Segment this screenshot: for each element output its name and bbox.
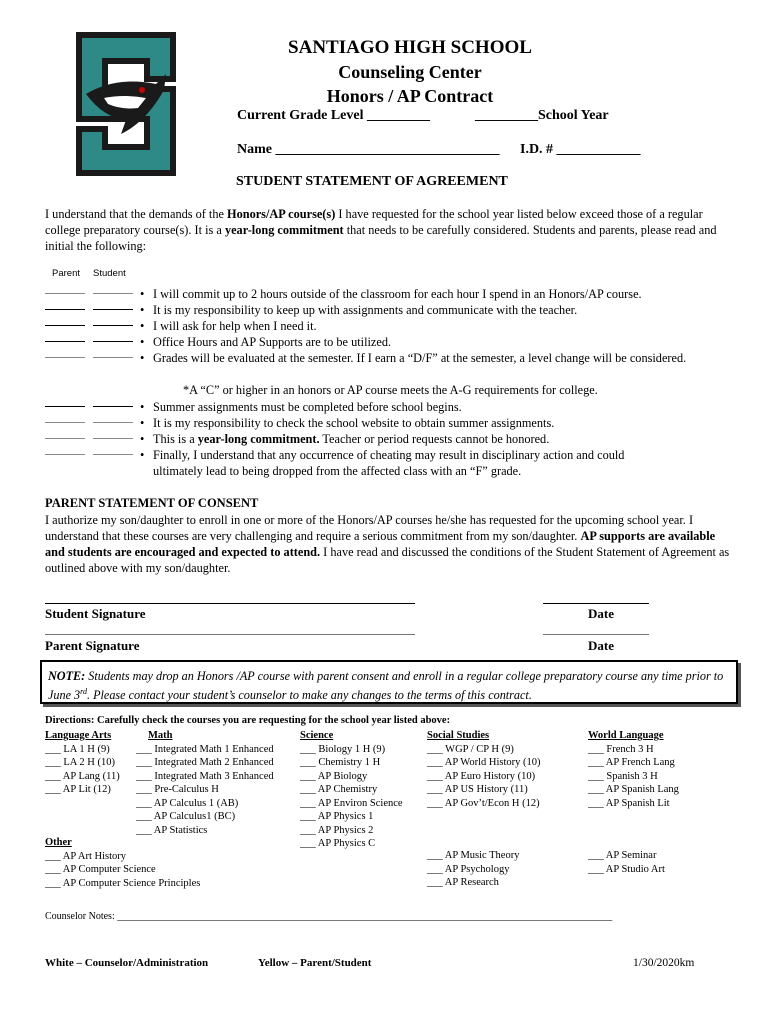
course-option[interactable]: ___ AP Physics 2 <box>300 824 374 836</box>
course-option[interactable]: ___ LA 1 H (9) <box>45 743 110 755</box>
course-option[interactable]: ___ WGP / CP H (9) <box>427 743 514 755</box>
math-column <box>136 729 274 837</box>
course-option[interactable]: ___ AP Gov’t/Econ H (12) <box>427 797 540 809</box>
other-mid-column <box>427 849 519 890</box>
school-year-field[interactable]: _________School Year <box>475 108 609 123</box>
world-language-column <box>588 729 679 810</box>
course-option[interactable]: ___ AP Spanish Lit <box>588 797 670 809</box>
initials-row[interactable] <box>45 445 131 455</box>
course-option[interactable]: ___ Integrated Math 1 Enhanced <box>136 743 274 755</box>
course-option[interactable]: ___ AP Studio Art <box>588 863 665 875</box>
initials-row[interactable] <box>45 413 131 423</box>
school-name: SANTIAGO HIGH SCHOOL <box>288 37 532 58</box>
initials-row[interactable] <box>45 316 131 326</box>
social-studies-column <box>427 729 541 810</box>
course-option[interactable]: ___ AP Psychology <box>427 863 510 875</box>
student-signature-label: Student Signature <box>45 606 146 621</box>
note-box: NOTE: Students may drop an Honors /AP course with parent consent and enroll in a regular college preparatory course any time prior to June 3rd. Please contact your student’s counselor to make any changes to the terms of this contract. <box>40 660 738 704</box>
course-option[interactable]: ___ AP Lang (11) <box>45 770 120 782</box>
initials-row[interactable] <box>45 397 131 407</box>
course-option[interactable]: ___ AP Euro History (10) <box>427 770 536 782</box>
white-copy-label: White – Counselor/Administration <box>45 957 209 969</box>
student-column-label: Student <box>93 268 126 279</box>
course-option[interactable]: ___ AP Seminar <box>588 850 657 861</box>
counselor-notes-field[interactable]: Counselor Notes: ___________________________________________________________________________________________________ <box>45 911 613 922</box>
contract-title: Honors / AP Contract <box>326 86 494 106</box>
course-option[interactable]: ___ Spanish 3 H <box>588 770 658 782</box>
language-arts-column <box>45 729 120 797</box>
parent-consent-title: PARENT STATEMENT OF CONSENT <box>45 496 259 510</box>
parent-consent-text: I authorize my son/daughter to enroll in one or more of the Honors/AP courses he/she has requested for the upcoming school year. I understand that these courses are very challenging and require a serious commitment from my son/daughter. AP supports are available and students are encouraged and expected to attend. I have read and discussed the conditions of the Student Statement of Agreement as outlined above with my son/daughter. <box>45 513 730 575</box>
course-directions: Directions: Carefully check the courses you are requesting for the school year listed above: <box>45 715 451 726</box>
grade-level-field[interactable]: Current Grade Level _________ <box>237 108 430 123</box>
other-column <box>45 836 200 890</box>
course-option[interactable]: ___ AP Spanish Lang <box>588 784 679 795</box>
parent-date-label: Date <box>588 638 614 653</box>
course-option[interactable]: ___ AP Biology <box>300 770 368 782</box>
world-language-heading: World Language <box>588 730 664 741</box>
course-option[interactable]: ___ AP Calculus 1 (AB) <box>136 797 239 809</box>
course-option[interactable]: ___ AP Art History <box>45 850 126 862</box>
course-option[interactable]: ___ AP Statistics <box>136 824 208 836</box>
initials-row[interactable] <box>45 429 131 439</box>
school-logo <box>66 24 186 184</box>
revision-date: 1/30/2020km <box>633 957 695 969</box>
parent-column-label: Parent <box>52 268 80 279</box>
social-studies-heading: Social Studies <box>427 730 490 741</box>
initials-row[interactable] <box>45 284 131 294</box>
course-option[interactable]: ___ French 3 H <box>588 743 654 755</box>
math-heading: Math <box>148 730 173 741</box>
course-option[interactable]: ___ Chemistry 1 H <box>300 757 381 768</box>
initials-row[interactable] <box>45 332 131 342</box>
course-option[interactable]: ___ AP Computer Science Principles <box>45 877 201 889</box>
parent-date-line[interactable] <box>543 634 649 635</box>
course-option[interactable]: ___ AP Lit (12) <box>45 784 111 795</box>
student-date-label: Date <box>588 606 614 621</box>
course-option[interactable]: ___ AP Chemistry <box>300 784 378 795</box>
course-option[interactable]: ___ AP Physics C <box>300 838 376 849</box>
course-option[interactable]: ___ AP Computer Science <box>45 864 156 875</box>
language-arts-heading: Language Arts <box>45 730 112 741</box>
student-signature-line[interactable] <box>45 603 415 604</box>
course-option[interactable]: ___ AP World History (10) <box>427 757 541 768</box>
course-option[interactable]: ___ AP French Lang <box>588 757 675 768</box>
student-statement-title: STUDENT STATEMENT OF AGREEMENT <box>236 174 508 189</box>
course-option[interactable]: ___ AP Calculus1 (BC) <box>136 811 236 822</box>
yellow-copy-label: Yellow – Parent/Student <box>258 957 372 969</box>
initials-row[interactable] <box>45 300 131 310</box>
science-column <box>300 729 403 851</box>
student-statement-intro: I understand that the demands of the Honors/AP course(s) I have requested for the school year listed below exceed those of a regular college preparatory course(s). It is a year-long commitment that needs to be carefully considered. Students and parents, please read and initial the following: <box>45 207 717 253</box>
course-option[interactable]: ___ AP US History (11) <box>427 784 528 795</box>
parent-signature-line[interactable] <box>45 634 415 635</box>
student-date-line[interactable] <box>543 603 649 604</box>
course-option[interactable]: ___ AP Research <box>427 877 499 888</box>
parent-signature-label: Parent Signature <box>45 638 140 653</box>
counseling-center: Counseling Center <box>338 62 482 82</box>
course-option[interactable]: ___ Biology 1 H (9) <box>300 743 386 755</box>
course-option[interactable]: ___ Integrated Math 3 Enhanced <box>136 770 274 782</box>
name-field[interactable]: Name ________________________________ <box>237 142 500 157</box>
course-option[interactable]: ___ Pre-Calculus H <box>136 784 219 795</box>
science-heading: Science <box>300 730 334 741</box>
course-option[interactable]: ___ AP Music Theory <box>427 850 520 861</box>
course-option[interactable]: ___ LA 2 H (10) <box>45 757 115 768</box>
course-option[interactable]: ___ Integrated Math 2 Enhanced <box>136 757 274 768</box>
other-right-column <box>588 849 665 876</box>
other-heading: Other <box>45 837 72 848</box>
course-option[interactable]: ___ AP Physics 1 <box>300 811 374 822</box>
ag-requirement-note: *A “C” or higher in an honors or AP course meets the A-G requirements for college. <box>183 383 598 397</box>
course-option[interactable]: ___ AP Environ Science <box>300 797 403 809</box>
id-field[interactable]: I.D. # ____________ <box>520 142 641 157</box>
initials-row[interactable] <box>45 348 131 358</box>
